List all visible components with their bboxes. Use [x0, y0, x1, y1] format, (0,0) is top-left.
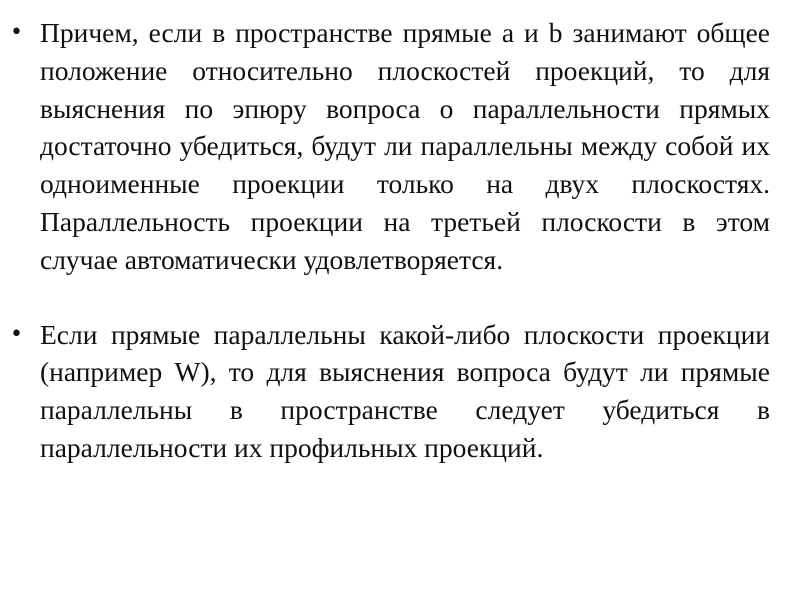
bullet-dot-icon: •	[10, 321, 23, 347]
bullet-item-2	[10, 316, 770, 467]
bullet-item-1	[10, 14, 770, 279]
bullet-dot-icon: •	[10, 20, 23, 45]
bullet-text-2: Если прямые параллельны какой-либо плоскости проекции (например W), то для выяснения вопроса будут ли прямые параллельны в пространстве следует убедиться в параллельности их профильных проекций.	[40, 318, 770, 463]
bullet-list	[10, 14, 770, 467]
bullet-text-1: Причем, если в пространстве прямые a и b занимают общее положение относительно плоскостей проекций, то для выяснения по эпюру вопроса о параллельности прямых достаточно убедиться, будут ли параллельны между собой их одноименные проекции только на двух плоскостях. Параллельность проекции на третьей плоскости в этом случае автоматически удовлетворяется.	[40, 17, 770, 275]
